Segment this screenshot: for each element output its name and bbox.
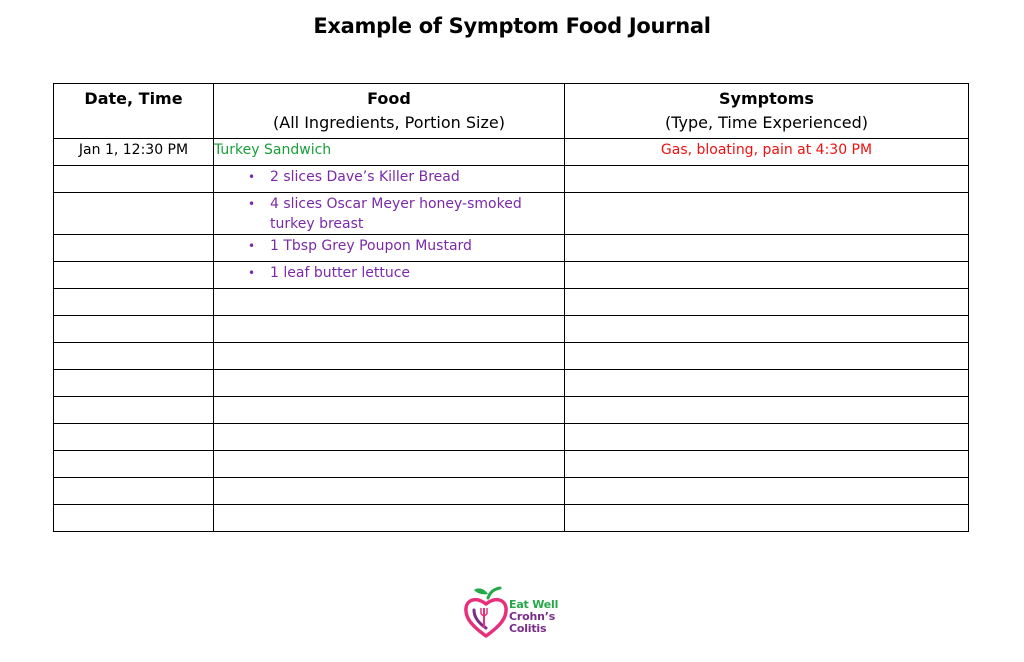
entry-date-cell: Jan 1, 12:30 PM [54, 139, 214, 166]
symptoms-cell [565, 370, 969, 397]
food-cell [214, 370, 565, 397]
empty-table-row [54, 424, 969, 451]
food-cell [214, 451, 565, 478]
date-cell [54, 166, 214, 193]
symptoms-cell [565, 343, 969, 370]
ingredient-text: 1 Tbsp Grey Poupon Mustard [270, 238, 472, 254]
food-cell [214, 316, 565, 343]
ingredient-cell [214, 193, 565, 235]
bullet-icon: • [248, 266, 256, 280]
food-cell [214, 424, 565, 451]
date-cell [54, 478, 214, 505]
header-food-sublabel: (All Ingredients, Portion Size) [273, 113, 505, 132]
food-cell [214, 478, 565, 505]
logo-text [509, 599, 558, 635]
table-row [54, 193, 969, 235]
food-cell [214, 289, 565, 316]
table-row [54, 139, 969, 166]
food-cell [214, 505, 565, 532]
table-row [54, 262, 969, 289]
symptoms-cell [565, 316, 969, 343]
ingredient-cell [214, 262, 565, 289]
header-symptoms-sublabel: (Type, Time Experienced) [664, 113, 869, 132]
food-cell [214, 343, 565, 370]
symptoms-cell [565, 478, 969, 505]
empty-table-row [54, 397, 969, 424]
symptoms-cell [565, 397, 969, 424]
date-cell [54, 505, 214, 532]
symptoms-cell [565, 451, 969, 478]
ingredient-text: 1 leaf butter lettuce [270, 265, 411, 281]
logo-line-eat-well: Eat Well [509, 598, 559, 611]
logo-line-crohns: Crohn’s [509, 610, 556, 623]
empty-table-row [54, 451, 969, 478]
date-cell [54, 289, 214, 316]
column-header-date-time [54, 84, 214, 139]
symptoms-cell [565, 289, 969, 316]
entry-symptoms-cell: Gas, bloating, pain at 4:30 PM [565, 139, 969, 166]
empty-table-row [54, 289, 969, 316]
table-row [54, 166, 969, 193]
ingredient-text: 4 slices Oscar Meyer honey-smoked turkey breast [270, 196, 522, 232]
table-header-row [54, 84, 969, 139]
date-cell [54, 235, 214, 262]
symptoms-cell [565, 505, 969, 532]
date-cell [54, 424, 214, 451]
column-header-food [214, 84, 565, 139]
ingredient-text: 2 slices Dave’s Killer Bread [270, 169, 460, 185]
symptom-food-journal-table [53, 83, 969, 532]
symptoms-cell [565, 193, 969, 235]
column-header-symptoms [565, 84, 969, 139]
symptoms-cell [565, 166, 969, 193]
eat-well-logo [462, 584, 572, 644]
logo-line-colitis: Colitis [509, 622, 547, 635]
bullet-icon: • [248, 239, 256, 253]
date-cell [54, 370, 214, 397]
date-cell [54, 193, 214, 235]
entry-food-cell: Turkey Sandwich [214, 139, 565, 166]
date-cell [54, 397, 214, 424]
ingredient-cell [214, 235, 565, 262]
bullet-icon: • [248, 170, 256, 184]
empty-table-row [54, 343, 969, 370]
table-row [54, 235, 969, 262]
apple-heart-icon [462, 584, 512, 644]
empty-table-row [54, 316, 969, 343]
empty-table-row [54, 505, 969, 532]
ingredient-cell [214, 166, 565, 193]
page-title: Example of Symptom Food Journal [313, 14, 711, 38]
empty-table-row [54, 478, 969, 505]
header-food-label: Food [367, 89, 411, 108]
bullet-icon: • [248, 197, 256, 211]
date-cell [54, 343, 214, 370]
date-cell [54, 316, 214, 343]
date-cell [54, 262, 214, 289]
empty-table-row [54, 370, 969, 397]
date-cell [54, 451, 214, 478]
header-symptoms-label: Symptoms [719, 89, 814, 108]
food-cell [214, 397, 565, 424]
header-date-time-label: Date, Time [84, 89, 183, 108]
symptoms-cell [565, 424, 969, 451]
symptoms-cell [565, 235, 969, 262]
symptoms-cell [565, 262, 969, 289]
